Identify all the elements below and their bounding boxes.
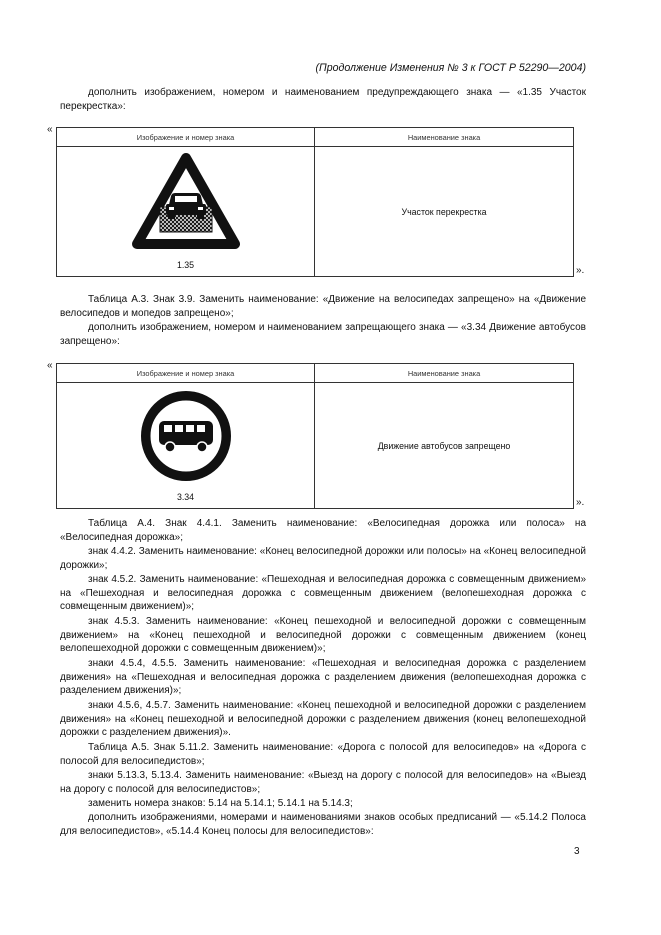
sign-image-cell-1	[57, 147, 315, 277]
sign-table-2	[56, 363, 574, 509]
sign-4-5-2-paragraph: знак 4.5.2. Заменить наименование: «Пешеходная и велосипедная дорожка с совмещенным движением» на «Пешеходная и велосипедная дорожка с совмещенным движением (велопешеходная дорожка с совмещенным движением)»;	[60, 574, 586, 613]
crossroad-section-sign-icon	[131, 152, 241, 252]
quote-close-1: ».	[576, 265, 585, 276]
sign-name-1: Участок перекрестка	[315, 147, 574, 277]
header-name-cell-2: Наименование знака	[315, 364, 574, 383]
sign-4-4-2-paragraph: знак 4.4.2. Заменить наименование: «Конец велосипедной дорожки или полосы» на «Конец велосипедной дорожки»;	[60, 546, 586, 571]
table-a4-paragraph: Таблица А.4. Знак 4.4.1. Заменить наименование: «Велосипедная дорожка или полоса» на «Велосипедная дорожка»;	[60, 518, 586, 543]
intro-paragraph: дополнить изображением, номером и наименованием предупреждающего знака — «1.35 Участок перекрестка»:	[60, 87, 586, 112]
page-header: (Продолжение Изменения № 3 к ГОСТ Р 52290—2004)	[315, 62, 586, 74]
sign-4-5-4-paragraph: знаки 4.5.4, 4.5.5. Заменить наименование: «Пешеходная и велосипедная дорожка с разделением движения» на «Пешеходная и велосипедная дорожка с разделением движения (велопешеходная дорожка с разделением движения)»;	[60, 658, 586, 697]
sign-5-13-paragraph: знаки 5.13.3, 5.13.4. Заменить наименование: «Выезд на дорогу с полосой для велосипедов» на «Выезд на дорогу с полосой для велосипедистов»;	[60, 770, 586, 795]
sign-4-5-3-paragraph: знак 4.5.3. Заменить наименование: «Конец пешеходной и велосипедной дорожки с совмещенным движением» на «Конец пешеходной и велосипедной дорожки с совмещенным движением (конец велопешеходной дорожки с совмещенным движением)»;	[60, 616, 586, 655]
sign-name-2: Движение автобусов запрещено	[315, 383, 574, 509]
table-a3-paragraph: Таблица А.3. Знак 3.9. Заменить наименование: «Движение на велосипедах запрещено» на «Движение велосипедов и мопедов запрещено»;	[60, 294, 586, 319]
page-number: 3	[574, 846, 580, 857]
sign-4-5-6-paragraph: знаки 4.5.6, 4.5.7. Заменить наименование: «Конец пешеходной и велосипедной дорожки с разделением движения» на «Конец пешеходной и велосипедной дорожки с разделением движения (конец велопешеходной дорожки с разделением движения)».	[60, 700, 586, 739]
sign-number-2: 3.34	[176, 492, 195, 502]
header-image-cell-1: Изображение и номер знака	[57, 128, 315, 147]
renumber-paragraph: заменить номера знаков: 5.14 на 5.14.1; 5.14.1 на 5.14.3;	[88, 798, 353, 809]
header-name-cell-1: Наименование знака	[315, 128, 574, 147]
quote-close-2: ».	[576, 497, 585, 508]
addition-5-14-paragraph: дополнить изображениями, номерами и наименованиями знаков особых предписаний — «5.14.2 Полоса для велосипедистов», «5.14.4 Конец полосы для велосипедистов»:	[60, 812, 586, 837]
quote-open-1: «	[47, 124, 53, 135]
sign-image-cell-2	[57, 383, 315, 509]
header-image-cell-2: Изображение и номер знака	[57, 364, 315, 383]
sign-number-1: 1.35	[176, 260, 195, 270]
table-a5-paragraph: Таблица А.5. Знак 5.11.2. Заменить наименование: «Дорога с полосой для велосипедов» на «Дорога с полосой для велосипедистов»;	[60, 742, 586, 767]
table-a3-addition: дополнить изображением, номером и наименованием запрещающего знака — «3.34 Движение автобусов запрещено»:	[60, 322, 586, 347]
no-buses-sign-icon	[141, 391, 231, 481]
sign-table-1	[56, 127, 574, 277]
quote-open-2: «	[47, 360, 53, 371]
